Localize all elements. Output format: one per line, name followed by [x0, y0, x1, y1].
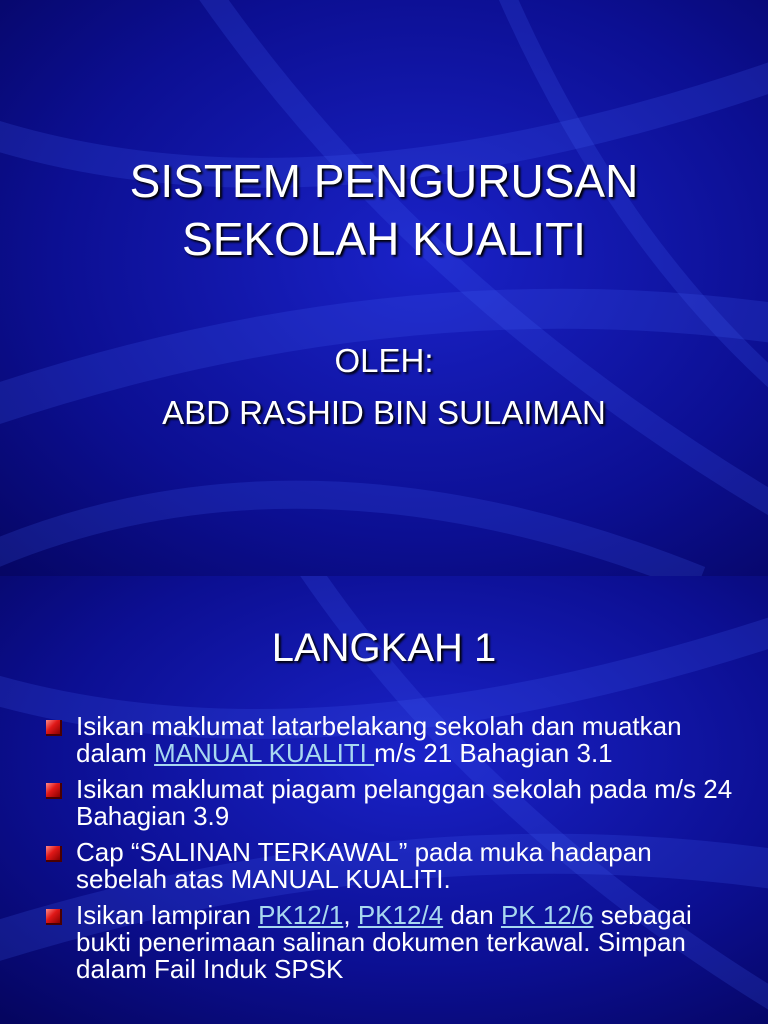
bullet-text: Isikan maklumat piagam pelanggan sekolah pada m/s 24 Bahagian 3.9 — [76, 774, 733, 831]
pk12-6-link[interactable]: PK 12/6 — [500, 900, 594, 930]
list-item — [44, 776, 744, 830]
presentation-subtitle — [0, 335, 768, 439]
list-item — [44, 902, 744, 983]
author-name: ABD RASHID BIN SULAIMAN — [162, 394, 606, 431]
manual-kualiti-link[interactable]: MANUAL KUALITI — [154, 738, 375, 768]
red-square-bullet-icon — [46, 783, 62, 799]
list-item — [44, 713, 744, 767]
red-square-bullet-icon — [46, 720, 62, 736]
bullet-text: Cap “SALINAN TERKAWAL” pada muka hadapan sebelah atas MANUAL KUALITI. — [76, 837, 652, 894]
bullet-text: m/s 21 Bahagian 3.1 — [374, 738, 613, 768]
red-square-bullet-icon — [46, 846, 62, 862]
bullet-text: Isikan maklumat latarbelakang sekolah dan muatkan dalam — [76, 711, 682, 768]
bullet-list — [44, 713, 744, 992]
bullet-text: Isikan lampiran — [76, 900, 259, 930]
separator-text: , — [343, 900, 358, 930]
presentation-title — [0, 152, 768, 268]
pk12-1-link[interactable]: PK12/1 — [258, 900, 344, 930]
list-item — [44, 839, 744, 893]
separator-text: dan — [443, 900, 501, 930]
title-line-2: SEKOLAH KUALITI — [182, 213, 586, 265]
by-label: OLEH: — [334, 342, 434, 379]
red-square-bullet-icon — [46, 909, 62, 925]
pk12-4-link[interactable]: PK12/4 — [357, 900, 444, 930]
bullet-text: sebagai bukti penerimaan salinan dokumen terkawal. Simpan dalam Fail Induk SPSK — [76, 900, 692, 984]
slide-title: LANGKAH 1 — [271, 626, 497, 670]
title-line-1: SISTEM PENGURUSAN — [129, 155, 639, 207]
